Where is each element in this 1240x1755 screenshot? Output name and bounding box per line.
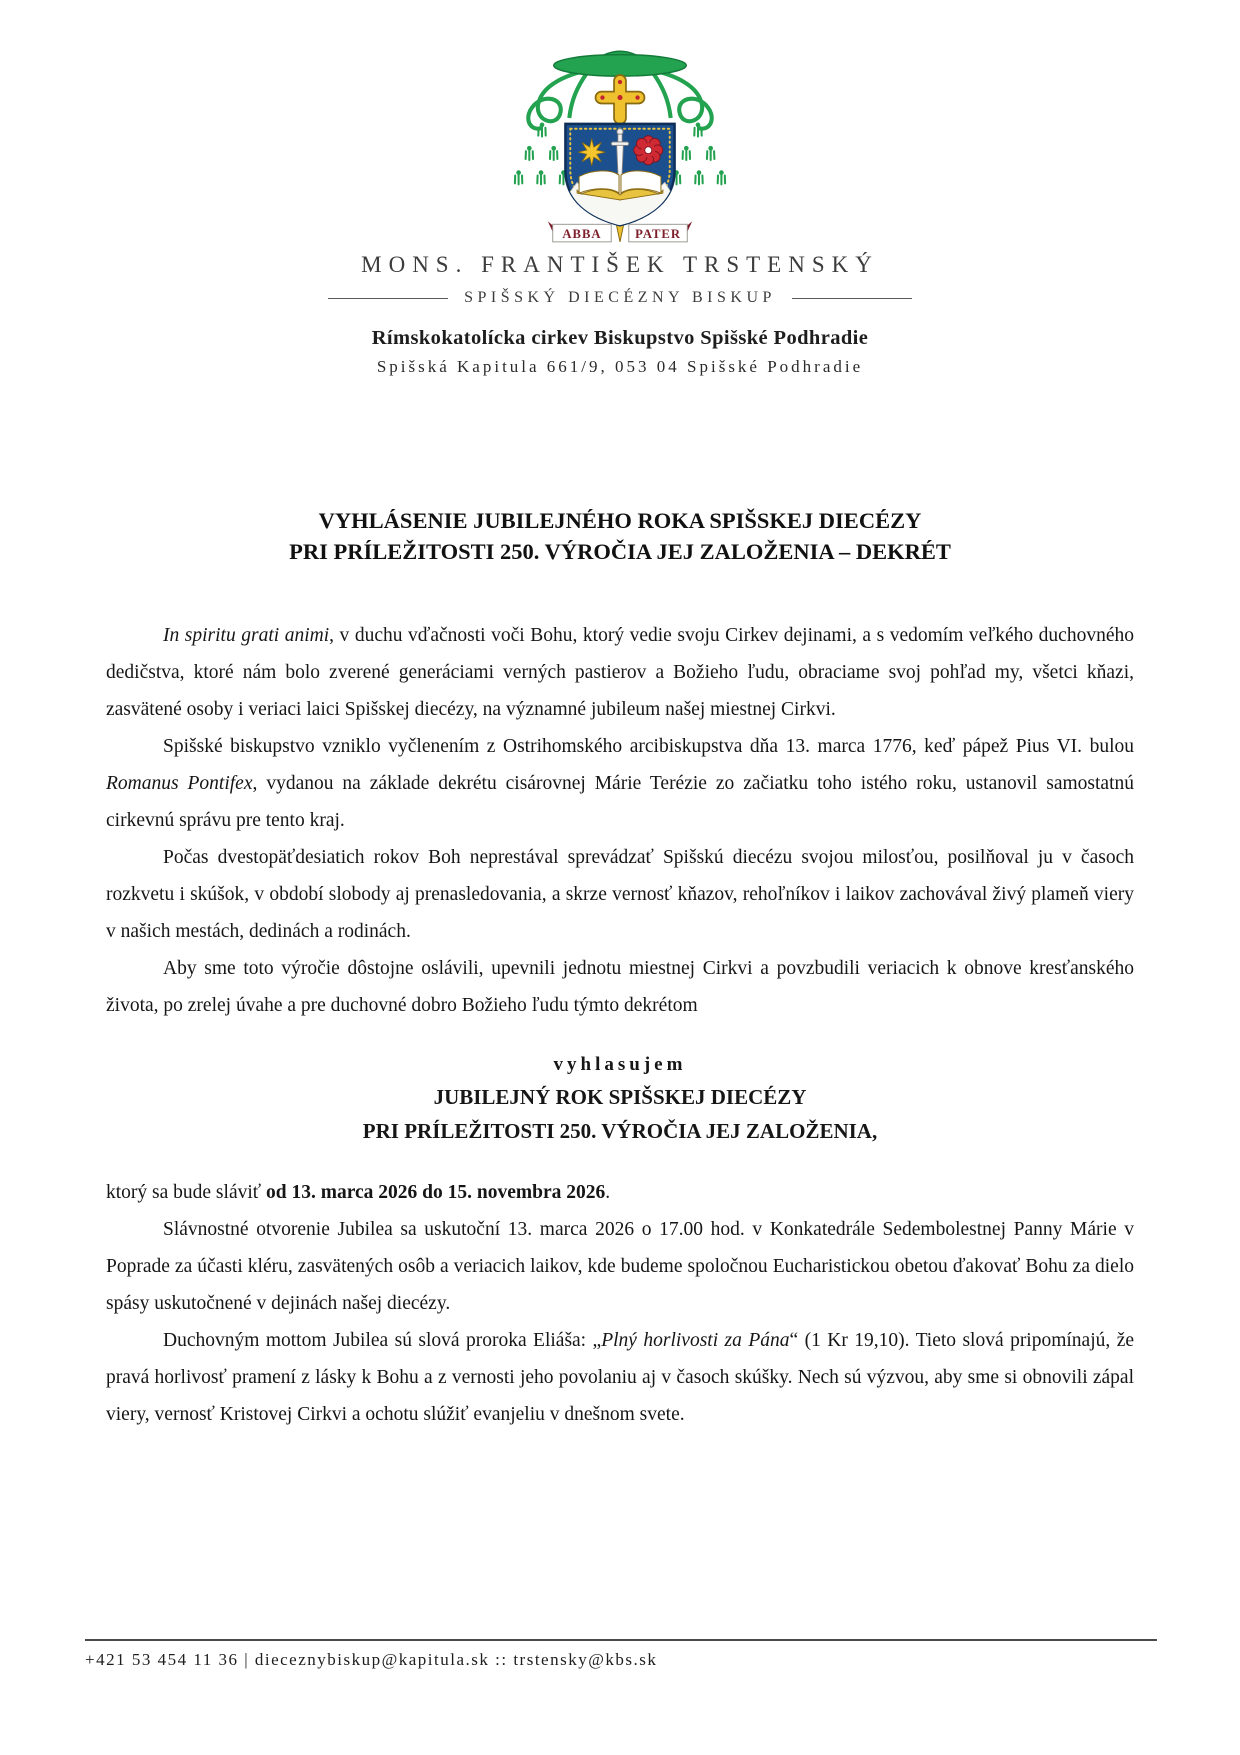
paragraph-2-bull-name: Romanus Pontifex [106, 773, 253, 794]
scroll-abba: ABBA [562, 226, 602, 241]
jubilee-dates: od 13. marca 2026 do 15. novembra 2026 [265, 1182, 606, 1203]
paragraph-6: Slávnostné otvorenie Jubilea sa uskutoční 13. marca 2026 o 17.00 hod. v Konkatedrále Sedembolestnej Panny Márie v Poprade za účasti kléru, zasvätených osôb a veriacich laikov, kde budeme spoločnou Eucharistickou obetou ďakovať Bohu za dielo spásy uskutočnené v dejinách našej diecézy. [106, 1219, 1134, 1314]
jubilee-motto: Plný horlivosti za Pána [601, 1330, 790, 1351]
document-title-line2: PRI PRÍLEŽITOSTI 250. VÝROČIA JEJ ZALOŽENIA – DEKRÉT [289, 539, 951, 564]
bishop-role: SPIŠSKÝ DIECÉZNY BISKUP [464, 289, 776, 306]
paragraph-1 [106, 617, 1134, 728]
scroll-pater: PATER [635, 226, 681, 241]
document-title [0, 505, 1240, 567]
left-rule [328, 298, 448, 299]
proclamation-intro: vyhlasujem [553, 1054, 687, 1075]
paragraph-4: Aby sme toto výročie dôstojne oslávili, upevnili jednotu miestnej Cirkvi a povzbudili veriacich k obnove kresťanského života, po zrelej úvahe a pre duchovné dobro Božieho ľudu týmto dekrétom [106, 958, 1134, 1016]
cross-icon [600, 80, 639, 118]
proclamation-line1: JUBILEJNÝ ROK SPIŠSKEJ DIECÉZY [433, 1085, 807, 1109]
paragraph-5 [106, 1174, 1134, 1211]
diocese-address: Spišská Kapitula 661/9, 053 04 Spišské Podhradie [376, 357, 864, 376]
star-icon [578, 139, 605, 166]
paragraph-3: Počas dvestopäťdesiatich rokov Boh neprestával sprevádzať Spišskú diecézu svojou milosťou, posilňoval ju v časoch rozkvetu i skúšok, v období slobody aj prenasledovania, a skrze vernosť kňazov, rehoľníkov i laikov zachovával živý plameň viery v našich mestách, dedinách a rodinách. [106, 847, 1134, 942]
galero-hat-icon [554, 51, 687, 76]
paragraph-2-text-b: , vydanou na základe dekrétu cisárovnej Márie Terézie zo začiatku toho istého roku, ustanovil samostatnú cirkevnú správu pre tento kraj. [106, 773, 1134, 831]
proclamation-line2: PRI PRÍLEŽITOSTI 250. VÝROČIA JEJ ZALOŽENIA, [362, 1118, 878, 1143]
bishop-name: MONS. FRANTIŠEK TRSTENSKÝ [361, 252, 879, 277]
proclamation-block [106, 1048, 1134, 1148]
document-title-line1: VYHLÁSENIE JUBILEJNÉHO ROKA SPIŠSKEJ DIECÉZY [318, 508, 922, 533]
letterhead [0, 0, 1240, 377]
right-rule [792, 298, 912, 299]
page-footer [85, 1639, 1157, 1670]
paragraph-2-text-a: Spišské biskupstvo vzniklo vyčlenením z Ostrihomského arcibiskupstva dňa 13. marca 1776, keď pápež Pius VI. bulou [163, 736, 1134, 757]
bishop-role-row [0, 289, 1240, 307]
paragraph-2 [106, 728, 1134, 839]
shield [565, 124, 674, 229]
paragraph-7-text-a: Duchovným mottom Jubilea sú slová proroka Eliáša: „ [163, 1330, 602, 1351]
bishop-coat-of-arms [464, 34, 776, 244]
contact-line: +421 53 454 11 36 | dieceznybiskup@kapitula.sk :: trstensky@kbs.sk [85, 1650, 658, 1669]
document-body [106, 617, 1134, 1433]
paragraph-1-latin-phrase: In spiritu grati animi [163, 625, 330, 646]
paragraph-5-text-a: ktorý sa bude sláviť [106, 1182, 266, 1203]
paragraph-5-text-b: . [605, 1182, 611, 1203]
rose-icon [634, 136, 663, 165]
paragraph-7-text-b: “ (1 Kr 19,10). Tieto slová pripomínajú, že pravá horlivosť pramení z lásky k Bohu a z vernosti jeho povolaniu aj v časoch skúšky. Nech sú výzvou, aby sme si obnovili zápal viery, vernosť Kristovej Cirkvi a ochotu slúžiť evanjeliu v dnešnom svete. [106, 1330, 1135, 1425]
paragraph-1-text: , v duchu vďačnosti voči Bohu, ktorý vedie svoju Cirkev dejinami, a s vedomím veľkého duchovného dedičstva, ktoré nám bolo zverené generáciami verných pastierov a Božieho ľudu, obraciame svoj pohľad my, všetci kňazi, zasvätené osoby i veriaci laici Spišskej diecézy, na významné jubileum našej miestnej Cirkvi. [106, 625, 1134, 720]
paragraph-7 [106, 1322, 1134, 1433]
diocese-name: Rímskokatolícka cirkev Biskupstvo Spišské Podhradie [371, 327, 869, 349]
